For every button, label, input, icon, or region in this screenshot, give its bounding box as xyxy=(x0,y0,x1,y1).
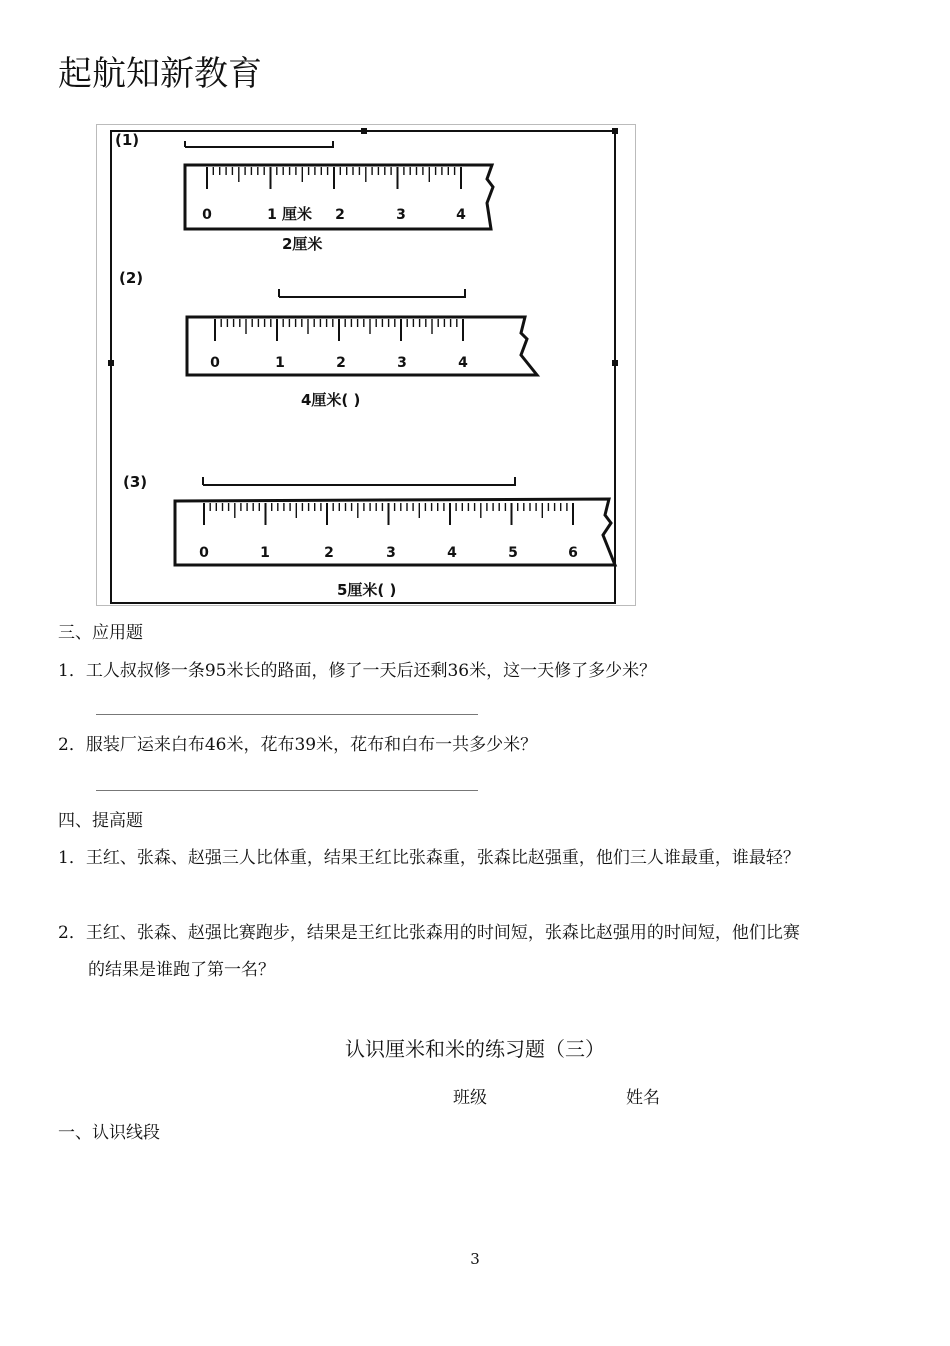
section-3-question-2: 2．服装厂运来白布46米，花布39米，花布和白布一共多少米？ xyxy=(58,735,538,755)
ruler-2-label: (2) xyxy=(119,269,144,287)
section-4-question-1: 1．王红、张森、赵强三人比体重，结果王红比张森重，张森比赵强重，他们三人谁最重，谁最轻？ xyxy=(58,848,800,868)
frame-handle xyxy=(108,360,114,366)
section-3-question-1: 1．工人叔叔修一条95米长的路面，修了一天后还剩36米，这一天修了多少米？ xyxy=(58,661,657,681)
ruler-1 xyxy=(115,131,493,253)
ruler-3-tick-0: 0 xyxy=(199,545,209,561)
ruler-2-ticks xyxy=(215,319,463,341)
ruler-3-tick-6: 6 xyxy=(568,545,578,561)
ruler-3-tick-5: 5 xyxy=(508,545,518,561)
section-4-title: 四、提高题 xyxy=(58,811,143,831)
ruler-1-label: (1) xyxy=(115,131,140,149)
ruler-2-tick-1: 1 xyxy=(275,355,285,371)
ruler-1-tick-0: 0 xyxy=(202,207,212,223)
ruler-1-tick-4: 4 xyxy=(456,207,466,223)
ruler-2-segment xyxy=(279,289,465,297)
ruler-figure xyxy=(96,124,636,606)
ruler-1-caption: 2厘米 xyxy=(282,235,323,253)
ruler-1-tick-1: 1 xyxy=(267,207,277,223)
ruler-3-segment xyxy=(203,477,515,485)
ruler-3-label: (3) xyxy=(123,473,148,491)
next-sheet-section-1-title: 一、认识线段 xyxy=(58,1123,160,1143)
brand-title: 起航知新教育 xyxy=(58,54,262,94)
ruler-1-unit: 厘米 xyxy=(282,205,313,223)
ruler-2-tick-3: 3 xyxy=(397,355,407,371)
answer-line-1 xyxy=(96,714,478,715)
frame-handle xyxy=(612,360,618,366)
next-sheet-title: 认识厘米和米的练习题（三） xyxy=(345,1037,605,1061)
ruler-1-tick-2: 2 xyxy=(335,207,345,223)
ruler-3-caption: 5厘米( ) xyxy=(337,581,397,599)
ruler-1-segment xyxy=(185,141,333,147)
frame-handle xyxy=(612,128,618,134)
ruler-1-tick-3: 3 xyxy=(396,207,406,223)
ruler-2 xyxy=(119,269,537,409)
ruler-2-tick-4: 4 xyxy=(458,355,468,371)
ruler-1-ticks xyxy=(207,167,461,189)
ruler-3-tick-1: 1 xyxy=(260,545,270,561)
section-3-title: 三、应用题 xyxy=(58,623,143,643)
ruler-2-caption: 4厘米( ) xyxy=(301,391,361,409)
ruler-2-tick-0: 0 xyxy=(210,355,220,371)
ruler-2-tick-2: 2 xyxy=(336,355,346,371)
class-label: 班级 xyxy=(453,1088,487,1108)
section-4-question-2-cont: 的结果是谁跑了第一名？ xyxy=(88,960,275,980)
frame-handle xyxy=(361,128,367,134)
ruler-3-tick-4: 4 xyxy=(447,545,457,561)
ruler-3 xyxy=(123,473,615,599)
ruler-3-tick-2: 2 xyxy=(324,545,334,561)
section-4-question-2: 2．王红、张森、赵强比赛跑步，结果是王红比张森用的时间短，张森比赵强用的时间短，他们比赛 xyxy=(58,923,800,943)
answer-line-2 xyxy=(96,790,478,791)
name-label: 姓名 xyxy=(626,1088,660,1108)
ruler-3-tick-3: 3 xyxy=(386,545,396,561)
ruler-3-ticks xyxy=(204,503,573,525)
ruler-illustration xyxy=(97,125,637,607)
page-number: 3 xyxy=(470,1250,480,1268)
